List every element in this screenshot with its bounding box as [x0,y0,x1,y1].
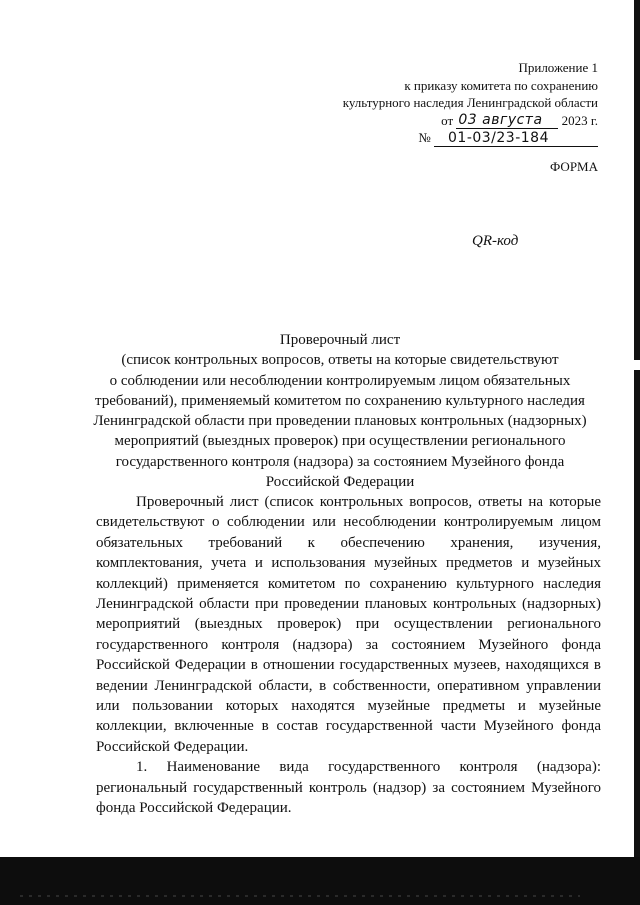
date-prefix: от [441,112,454,128]
form-label: ФОРМА [550,159,598,174]
title-line: Проверочный лист [279,332,401,348]
order-year: 2023 г. [561,112,598,128]
number-prefix: № [418,130,431,145]
body-paragraph: Проверочный лист (список контрольных вопросов, ответы на которые свидетельствуют о соблюдении или несоблюдении контролируемым лицом обязательных требований к обеспечению хранения, изучения, комплектования, учета и использования музейных предметов и музейных коллекций) применяется комитетом по сохранению культурного наследия Ленинградской области при проведении плановых контрольных (надзорных) мероприятий (выездных проверок) при осуществлении регионального государственного контроля (надзора) за состоянием Музейного фонда Российской Федерации в отношении государственных музеев, находящихся в ведении Ленинградской области, в собственности, оперативном управлении или пользовании которых находятся музейные предметы и музейные коллекции, включенные в состав государственной части Музейного фонда Российской Федерации. [96,494,601,755]
order-reference-line: к приказу комитета по сохранению [404,77,598,93]
handwritten-order-number: 01-03/23-184 [434,131,598,147]
title-line: (список контрольных вопросов, ответы на которые свидетельствуют [121,352,559,369]
appendix-header [343,59,598,147]
document-title [80,330,600,492]
scan-edge-bottom [0,857,640,905]
scan-noise [20,895,580,897]
order-number-row [343,129,598,147]
scan-edge-right [634,0,640,905]
scan-edge-gap [634,360,640,370]
body-paragraph-item-1: 1. Наименование вида государственного контроля (надзора): региональный государственный контроль (надзор) за состоянием Музейного фонда Российской Федерации. [96,759,601,817]
order-date-row [343,112,598,130]
title-line: требований), применяемый комитетом по сохранению культурного наследия [95,392,585,409]
title-line: о соблюдении или несоблюдении контролируемым лицом обязательных [109,372,571,389]
appendix-number: Приложение 1 [518,60,598,75]
title-line: Ленинградской области при проведении плановых контрольных (надзорных) [93,413,587,430]
document-body [96,492,601,819]
committee-name-line: культурного наследия Ленинградской области [342,95,598,110]
title-line: государственного контроля (надзора) за состоянием Музейного фонда [115,453,565,470]
handwritten-date: 03 августа [456,113,558,129]
title-line: мероприятий (выездных проверок) при осуществлении регионального [114,433,566,450]
title-line: Российской Федерации [265,474,415,491]
qr-code-placeholder: QR-код [472,233,519,249]
